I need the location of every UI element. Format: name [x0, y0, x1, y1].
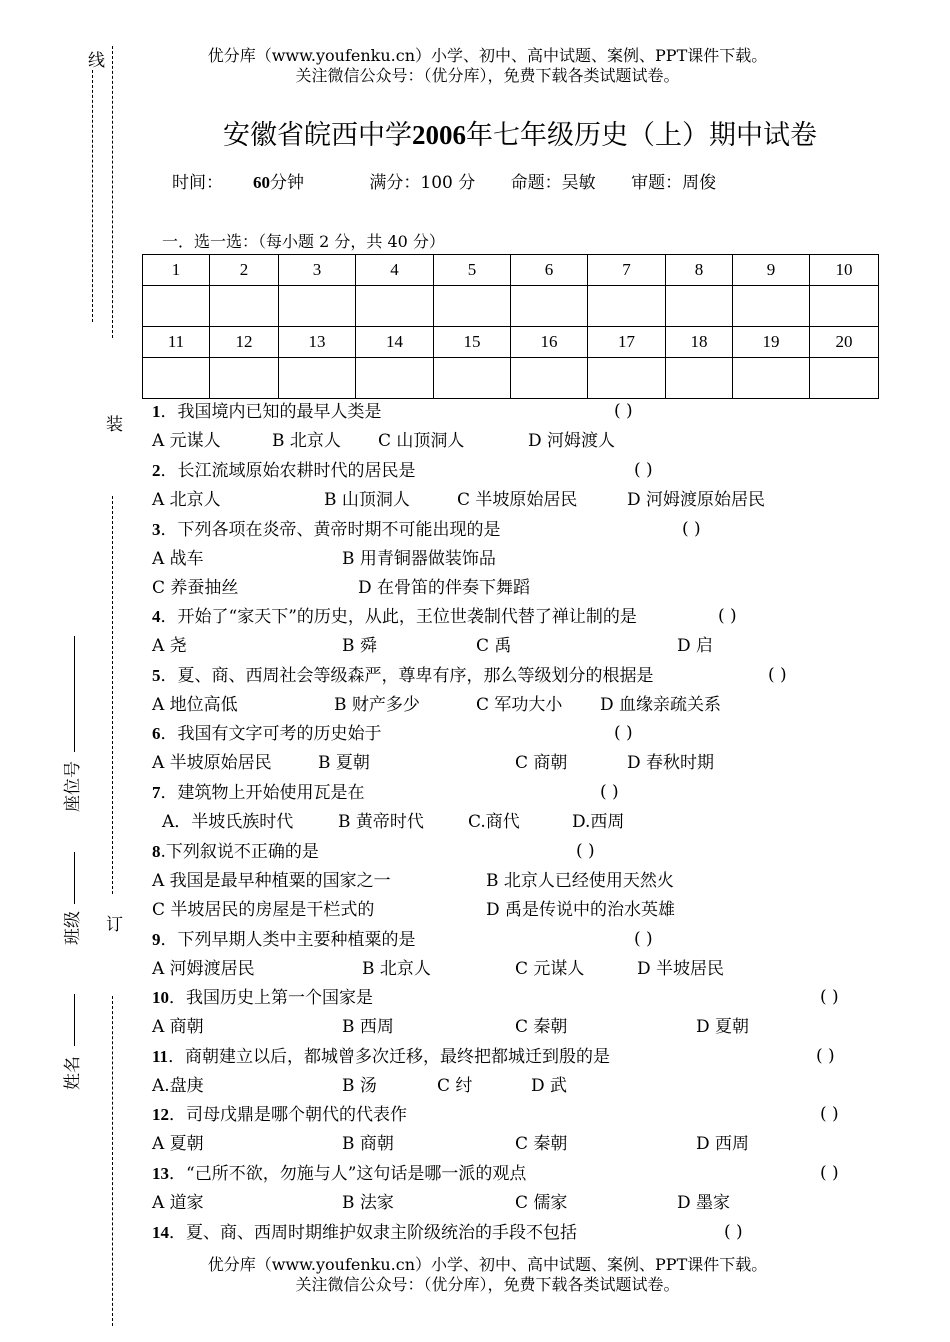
- question-stem: [152, 665, 654, 687]
- question-number: 12: [152, 1105, 169, 1124]
- grid-answer-cell: [511, 358, 588, 399]
- grid-answer-cell: [733, 286, 810, 327]
- grid-answer-cell: [434, 286, 511, 327]
- question-text: ．下列早期人类中主要种植粟的是: [160, 930, 416, 950]
- option-c: C 山顶洞人: [378, 431, 465, 451]
- answer-blank: ( ): [634, 929, 653, 949]
- question-stem: [152, 987, 373, 1009]
- option-b: B 法家: [342, 1193, 394, 1213]
- option-a: A 河姆渡居民: [152, 959, 255, 979]
- question-text: ．司母戊鼎是哪个朝代的代表作: [169, 1105, 407, 1125]
- exam-author: 命题：吴敏: [510, 173, 596, 193]
- page-title: 安徽省皖西中学2006年七年级历史（上）期中试卷: [223, 120, 817, 151]
- option-c: C 军功大小: [476, 695, 563, 715]
- option-a: A．半坡氏族时代: [162, 812, 294, 832]
- grid-header-cell: 15: [434, 327, 511, 358]
- option-b: B 北京人已经使用天然火: [486, 871, 674, 891]
- grid-header-cell: 14: [356, 327, 434, 358]
- option-b: B 山顶洞人: [324, 490, 410, 510]
- header-line-2: 关注微信公众号：（优分库），免费下载各类试题试卷。: [295, 66, 680, 85]
- exam-reviewer: 审题：周俊: [631, 173, 717, 193]
- margin-dash-top: [112, 46, 113, 338]
- question-number: 10: [152, 988, 169, 1007]
- grid-answer-cell: [143, 358, 210, 399]
- grid-header-cell: 8: [666, 255, 733, 286]
- footer-line-1: 优分库（www.youfenku.cn）小学、初中、高中试题、案例、PPT课件下载。: [207, 1255, 768, 1274]
- grid-header-cell: 9: [733, 255, 810, 286]
- option-a: A 道家: [152, 1193, 204, 1213]
- grid-answer-cell: [810, 286, 879, 327]
- question-text: ．商朝建立以后，都城曾多次迁移，最终把都城迁到殷的是: [168, 1047, 611, 1067]
- margin-label-ding: 订: [106, 915, 123, 935]
- grid-header-cell: 4: [356, 255, 434, 286]
- answer-blank: ( ): [820, 987, 839, 1007]
- grid-header-cell: 2: [210, 255, 279, 286]
- answer-blank: ( ): [820, 1104, 839, 1124]
- question-text: ．夏、商、西周时期维护奴隶主阶级统治的手段不包括: [169, 1223, 577, 1243]
- option-a: A 商朝: [152, 1017, 204, 1037]
- option-c: C 秦朝: [515, 1017, 568, 1037]
- question-text: .下列叙说不正确的是: [160, 842, 319, 862]
- option-a: A 我国是最早种植粟的国家之一: [152, 871, 391, 891]
- grid-answer-cell: [356, 286, 434, 327]
- grid-answer-cell: [279, 358, 356, 399]
- question-number: 1: [152, 402, 161, 421]
- question-stem: [152, 782, 365, 804]
- option-d: D 半坡居民: [637, 959, 725, 979]
- grid-answer-cell: [210, 286, 279, 327]
- footer-line-2: 关注微信公众号：（优分库），免费下载各类试题试卷。: [295, 1275, 680, 1294]
- option-b: B 财产多少: [334, 695, 420, 715]
- grid-header-cell: 5: [434, 255, 511, 286]
- option-d: D 春秋时期: [627, 753, 715, 773]
- question-number: 11: [152, 1047, 169, 1066]
- margin-label-xian: 线: [88, 51, 105, 71]
- question-number: 3: [152, 520, 161, 539]
- option-b: B 商朝: [342, 1134, 394, 1154]
- option-b: B 汤: [342, 1076, 377, 1096]
- class-underline: [74, 852, 75, 904]
- option-b: B 西周: [342, 1017, 394, 1037]
- grid-header-cell: 17: [588, 327, 666, 358]
- grid-header-cell: 16: [511, 327, 588, 358]
- grid-answer-cell: [666, 286, 733, 327]
- exam-time: 时间： 60分钟: [172, 173, 304, 193]
- grid-header-cell: 11: [143, 327, 210, 358]
- option-d: D 河姆渡人: [528, 431, 616, 451]
- grid-header-cell: 20: [810, 327, 879, 358]
- answer-blank: ( ): [682, 519, 701, 539]
- option-c: C 纣: [437, 1076, 473, 1096]
- grid-header-cell: 7: [588, 255, 666, 286]
- section-heading: 一．选一选：（每小题 2 分，共 40 分）: [162, 232, 445, 251]
- option-d: D 夏朝: [696, 1017, 750, 1037]
- option-d: D.西周: [572, 812, 625, 832]
- grid-header-cell: 10: [810, 255, 879, 286]
- option-b: B 北京人: [272, 431, 341, 451]
- question-stem: [152, 1104, 407, 1126]
- answer-blank: ( ): [820, 1163, 839, 1183]
- question-text: ．夏、商、西周社会等级森严，尊卑有序，那么等级划分的根据是: [160, 666, 654, 686]
- question-number: 13: [152, 1164, 169, 1183]
- option-b: B 夏朝: [318, 753, 370, 773]
- question-text: ．我国境内已知的最早人类是: [160, 402, 382, 422]
- grid-answer-cell: [356, 358, 434, 399]
- answer-blank: ( ): [600, 782, 619, 802]
- option-a: A.盘庚: [152, 1076, 204, 1096]
- answer-blank: ( ): [768, 665, 787, 685]
- answer-blank: ( ): [724, 1222, 743, 1242]
- option-a: A 元谋人: [152, 431, 221, 451]
- question-number: 6: [152, 724, 161, 743]
- grid-answer-cell: [666, 358, 733, 399]
- question-number: 5: [152, 666, 161, 685]
- option-d: D 禹是传说中的治水英雄: [486, 900, 676, 920]
- option-c: C 秦朝: [515, 1134, 568, 1154]
- seat-underline: [74, 636, 75, 752]
- question-number: 9: [152, 930, 161, 949]
- question-stem: [152, 1163, 526, 1185]
- option-a: A 半坡原始居民: [152, 753, 272, 773]
- option-c: C 商朝: [515, 753, 568, 773]
- question-text: ．长江流域原始农耕时代的居民是: [160, 461, 416, 481]
- question-number: 8: [152, 842, 161, 861]
- option-c: C 半坡居民的房屋是干栏式的: [152, 900, 375, 920]
- margin-dash-mid: [112, 496, 113, 894]
- grid-answer-cell: [279, 286, 356, 327]
- option-b: B 黄帝时代: [338, 812, 424, 832]
- option-b: B 用青铜器做装饰品: [342, 549, 496, 569]
- answer-blank: ( ): [718, 606, 737, 626]
- grid-header-cell: 19: [733, 327, 810, 358]
- option-a: A 尧: [152, 636, 187, 656]
- question-text: ．建筑物上开始使用瓦是在: [160, 783, 365, 803]
- answer-grid: [142, 254, 879, 399]
- option-a: A 北京人: [152, 490, 221, 510]
- option-c: C 元谋人: [515, 959, 585, 979]
- exam-meta: [172, 168, 746, 193]
- question-stem: [152, 1222, 577, 1244]
- question-text: ．“己所不欲，勿施与人”这句话是哪一派的观点: [169, 1164, 527, 1184]
- option-a: A 战车: [152, 549, 204, 569]
- option-d: D 血缘亲疏关系: [600, 695, 722, 715]
- answer-blank: ( ): [614, 723, 633, 743]
- question-number: 14: [152, 1223, 169, 1242]
- grid-header-cell: 1: [143, 255, 210, 286]
- margin-label-zhuang: 装: [106, 415, 123, 435]
- option-c: C 养蚕抽丝: [152, 578, 239, 598]
- option-b: B 北京人: [362, 959, 431, 979]
- question-text: ．下列各项在炎帝、黄帝时期不可能出现的是: [160, 520, 501, 540]
- margin-class-label: 班级: [63, 911, 83, 945]
- header-line-1: 优分库（www.youfenku.cn）小学、初中、高中试题、案例、PPT课件下载。: [207, 46, 768, 65]
- option-a: A 夏朝: [152, 1134, 204, 1154]
- grid-answer-cell: [210, 358, 279, 399]
- answer-blank: ( ): [816, 1046, 835, 1066]
- margin-seat-label: 座位号: [63, 761, 83, 812]
- question-stem: [152, 519, 501, 541]
- question-stem: [152, 841, 319, 863]
- option-c: C 儒家: [515, 1193, 568, 1213]
- question-stem: [152, 460, 416, 482]
- question-text: ．我国有文字可考的历史始于: [160, 724, 382, 744]
- answer-blank: ( ): [634, 460, 653, 480]
- grid-header-cell: 6: [511, 255, 588, 286]
- grid-header-cell: 12: [210, 327, 279, 358]
- question-stem: [152, 401, 382, 423]
- option-a: A 地位高低: [152, 695, 238, 715]
- answer-blank: ( ): [614, 401, 633, 421]
- answer-blank: ( ): [576, 841, 595, 861]
- margin-name-label: 姓名: [63, 1056, 83, 1090]
- question-stem: [152, 929, 416, 951]
- option-d: D 启: [677, 636, 714, 656]
- option-d: D 西周: [696, 1134, 750, 1154]
- exam-score: 满分：100 分: [369, 173, 476, 193]
- margin-dash-left: [92, 70, 93, 322]
- option-d: D 武: [531, 1076, 568, 1096]
- question-number: 2: [152, 461, 161, 480]
- grid-answer-cell: [588, 286, 666, 327]
- question-number: 4: [152, 607, 161, 626]
- question-stem: [152, 1046, 610, 1068]
- question-text: ．开始了“家天下”的历史，从此，王位世袭制代替了禅让制的是: [160, 607, 637, 627]
- option-d: D 河姆渡原始居民: [627, 490, 766, 510]
- question-stem: [152, 723, 382, 745]
- option-d: D 墨家: [677, 1193, 731, 1213]
- question-stem: [152, 606, 637, 628]
- name-underline: [74, 994, 75, 1046]
- grid-answer-cell: [810, 358, 879, 399]
- grid-answer-cell: [733, 358, 810, 399]
- option-c: C.商代: [468, 812, 520, 832]
- grid-answer-cell: [434, 358, 511, 399]
- grid-answer-cell: [143, 286, 210, 327]
- question-text: ．我国历史上第一个国家是: [169, 988, 373, 1008]
- grid-answer-cell: [588, 358, 666, 399]
- grid-answer-cell: [511, 286, 588, 327]
- grid-header-cell: 18: [666, 327, 733, 358]
- option-b: B 舜: [342, 636, 377, 656]
- grid-header-cell: 3: [279, 255, 356, 286]
- option-c: C 禹: [476, 636, 512, 656]
- grid-header-cell: 13: [279, 327, 356, 358]
- option-d: D 在骨笛的伴奏下舞蹈: [358, 578, 531, 598]
- option-c: C 半坡原始居民: [457, 490, 578, 510]
- question-number: 7: [152, 783, 161, 802]
